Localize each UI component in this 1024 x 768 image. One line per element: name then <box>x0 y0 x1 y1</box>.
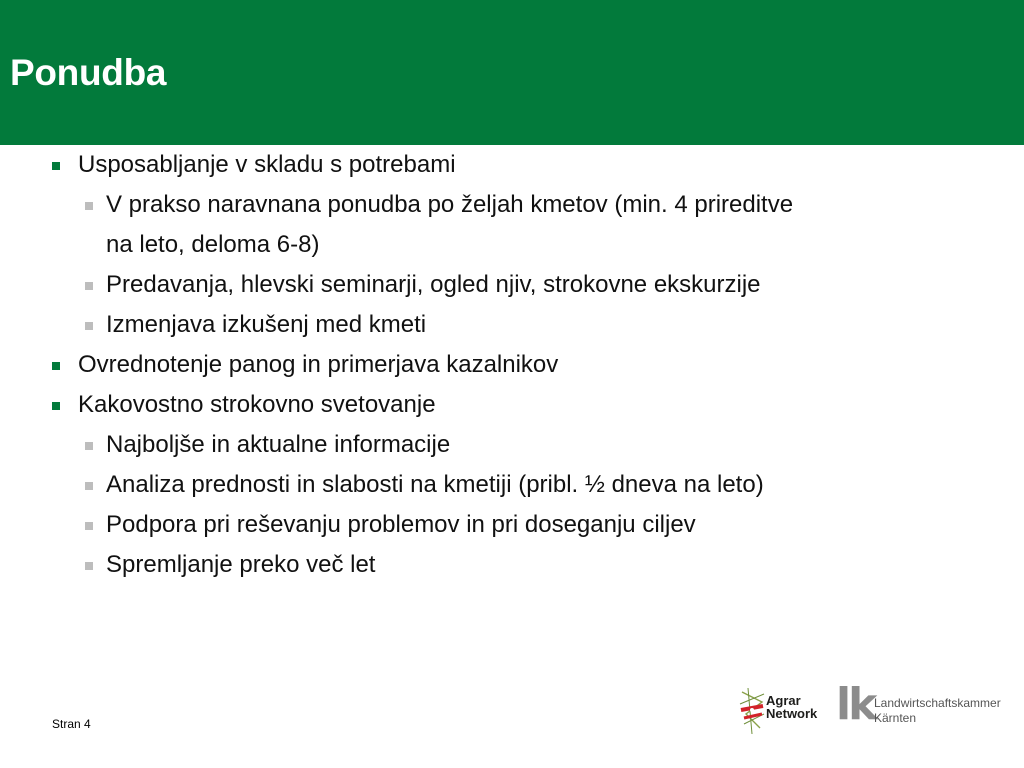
agrar-network-logo <box>738 684 820 738</box>
landwirtschaftskammer-logo <box>836 679 1006 734</box>
bullet-marker-level2 <box>85 482 93 490</box>
bullet-level2: V prakso naravnana ponudba po željah kmetov (min. 4 prireditve <box>106 191 794 218</box>
bullet-marker-level2 <box>85 522 93 530</box>
bullet-marker-level2 <box>85 562 93 570</box>
bullet-marker-level1 <box>52 402 60 410</box>
bullet-marker-level2 <box>85 322 93 330</box>
slide-title: Ponudba <box>10 52 167 93</box>
agrar-logo-line1: Agrar <box>766 693 801 708</box>
bullet-level2-continuation: na leto, deloma 6-8) <box>106 231 320 258</box>
bullet-level2: Najboljše in aktualne informacije <box>106 431 451 458</box>
page-number: Stran 4 <box>52 717 91 731</box>
bullet-marker-level1 <box>52 162 60 170</box>
agrar-logo-line2: Network <box>766 706 818 721</box>
bullet-marker-level1 <box>52 362 60 370</box>
lk-letters: lk <box>836 679 875 730</box>
lk-logo-line2: Kärnten <box>874 711 917 725</box>
bullet-level2: Analiza prednosti in slabosti na kmetiji (pribl. ½ dneva na leto) <box>106 471 764 498</box>
bullet-level1: Usposabljanje v skladu s potrebami <box>78 151 456 178</box>
title-bar <box>0 0 1024 145</box>
bullet-level2: Podpora pri reševanju problemov in pri doseganju ciljev <box>106 511 696 538</box>
bullet-level1: Kakovostno strokovno svetovanje <box>78 391 436 418</box>
bullet-marker-level2 <box>85 202 93 210</box>
lk-logo-line1: Landwirtschaftskammer <box>874 696 1001 710</box>
bullet-marker-level2 <box>85 282 93 290</box>
bullet-level1: Ovrednotenje panog in primerjava kazalnikov <box>78 351 559 378</box>
bullet-marker-level2 <box>85 442 93 450</box>
bullet-level2: Spremljanje preko več let <box>106 551 376 578</box>
bullet-level2: Izmenjava izkušenj med kmeti <box>106 311 427 338</box>
bullet-level2: Predavanja, hlevski seminarji, ogled njiv, strokovne ekskurzije <box>106 271 761 298</box>
